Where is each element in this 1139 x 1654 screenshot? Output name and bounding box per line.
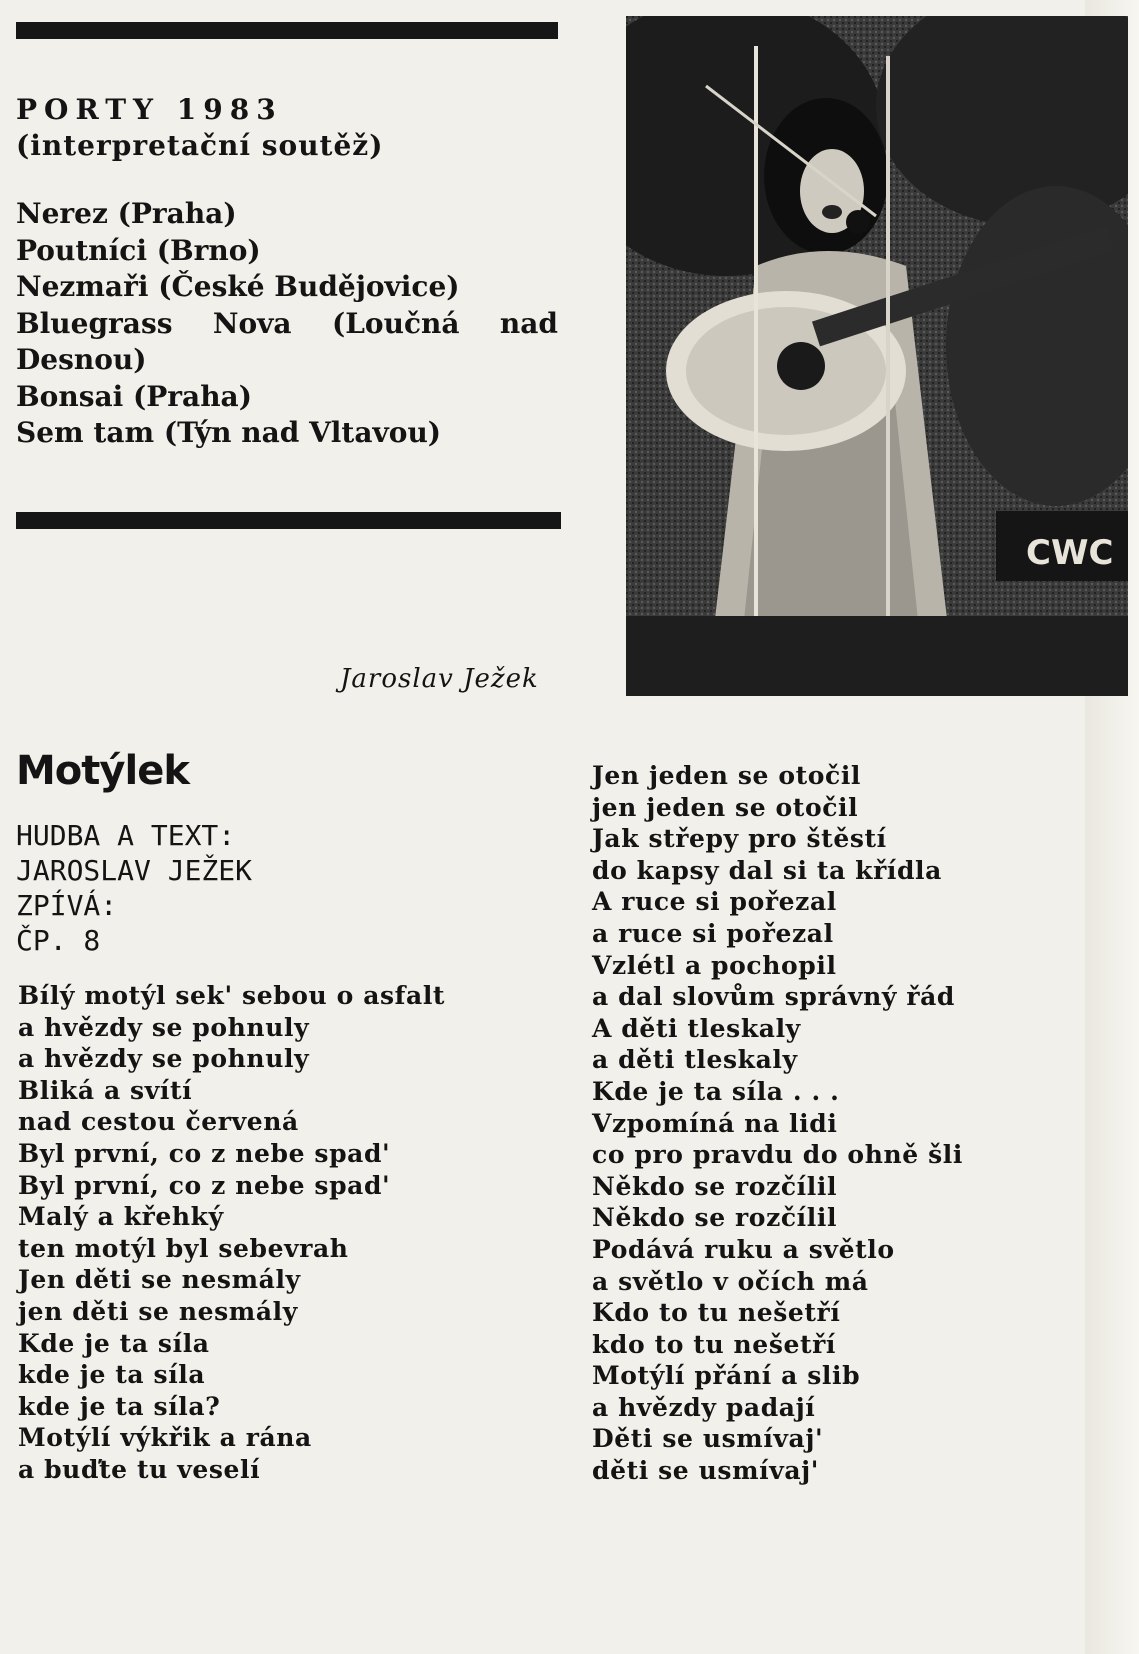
lyric-line: Byl první, co z nebe spad': [18, 1138, 391, 1168]
competition-title: PORTY 1983: [16, 93, 283, 126]
lyric-line: a hvězdy se pohnuly: [18, 1012, 310, 1042]
performer-photo-image: [626, 16, 1128, 696]
middle-rule: [16, 512, 561, 529]
lyric-line: Kdo to tu nešetří: [592, 1298, 841, 1328]
credit-line: ČP. 8: [16, 924, 101, 957]
lyrics-column-right: [592, 760, 963, 1487]
lyric-line: Jak střepy pro štěstí: [592, 824, 887, 854]
lyric-line: Motýlí přání a slib: [592, 1361, 861, 1391]
lyric-line: Motýlí výkřik a rána: [18, 1423, 312, 1453]
lyric-line: Kde je ta síla . . .: [592, 1076, 840, 1106]
lyric-line: Jen jeden se otočil: [592, 761, 862, 790]
lyric-line: co pro pravdu do ohně šli: [592, 1140, 963, 1170]
band-item: Nezmaři (České Budějovice): [16, 270, 460, 303]
lyric-line: Bliká a svítí: [18, 1075, 193, 1105]
lyric-line: a děti tleskaly: [592, 1045, 798, 1075]
lyric-line: a hvězdy se pohnuly: [18, 1044, 310, 1074]
credit-line: HUDBA A TEXT:: [16, 819, 236, 852]
lyric-line: Byl první, co z nebe spad': [18, 1170, 391, 1200]
lyric-line: a dal slovům správný řád: [592, 982, 955, 1012]
band-item: Poutníci (Brno): [16, 233, 261, 267]
lyric-line: A děti tleskaly: [592, 1013, 801, 1043]
lyric-line: Bílý motýl sek' sebou o asfalt: [18, 981, 446, 1010]
lyric-line: a hvězdy padají: [592, 1392, 816, 1422]
lyric-line: Někdo se rozčílil: [592, 1203, 838, 1233]
performer-photo: [626, 16, 1128, 696]
lyric-line: Podává ruku a světlo: [592, 1234, 895, 1264]
song-credits: [16, 818, 252, 958]
band-item: Bluegrass Nova (Loučná nad: [16, 306, 558, 340]
credit-line: ZPÍVÁ:: [16, 889, 118, 922]
lyric-line: kdo to tu nešetří: [592, 1329, 837, 1359]
lyric-line: Děti se usmívaj': [592, 1424, 824, 1454]
lyric-line: do kapsy dal si ta křídla: [592, 855, 942, 885]
lyrics-column-left: [18, 980, 445, 1486]
lyric-line: kde je ta síla?: [18, 1391, 221, 1421]
lyric-line: Jen děti se nesmály: [18, 1265, 301, 1295]
band-item: Desnou): [16, 343, 147, 376]
band-item: Bonsai (Praha): [16, 379, 252, 413]
band-item: Nerez (Praha): [16, 197, 237, 230]
lyric-line: Malý a křehký: [18, 1202, 224, 1232]
credit-line: JAROSLAV JEŽEK: [16, 854, 253, 887]
lyric-line: a světlo v očích má: [592, 1266, 869, 1296]
lyric-line: kde je ta síla: [18, 1360, 206, 1390]
svg-text:CWC: CWC: [1026, 533, 1114, 573]
lyric-line: Vzpomíná na lidi: [592, 1108, 838, 1138]
lyric-line: a buďte tu veselí: [18, 1454, 261, 1484]
lyric-line: a ruce si pořezal: [592, 918, 834, 948]
song-title: Motýlek: [16, 748, 189, 794]
band-list: [16, 196, 558, 452]
lyric-line: Vzlétl a pochopil: [592, 950, 837, 980]
competition-heading: [16, 92, 383, 164]
lyric-line: ten motýl byl sebevrah: [18, 1233, 349, 1263]
lyric-line: jen jeden se otočil: [592, 792, 859, 822]
competition-subtitle: (interpretační soutěž): [16, 129, 384, 162]
lyric-line: A ruce si pořezal: [592, 887, 837, 917]
lyric-line: jen děti se nesmály: [18, 1296, 298, 1326]
lyric-line: Kde je ta síla: [18, 1328, 210, 1358]
lyric-line: děti se usmívaj': [592, 1456, 820, 1486]
band-item: Sem tam (Týn nad Vltavou): [16, 416, 442, 449]
lyric-line: Někdo se rozčílil: [592, 1171, 838, 1201]
photo-byline: Jaroslav Ježek: [340, 664, 539, 694]
top-rule: [16, 22, 558, 39]
lyric-line: nad cestou červená: [18, 1107, 299, 1137]
